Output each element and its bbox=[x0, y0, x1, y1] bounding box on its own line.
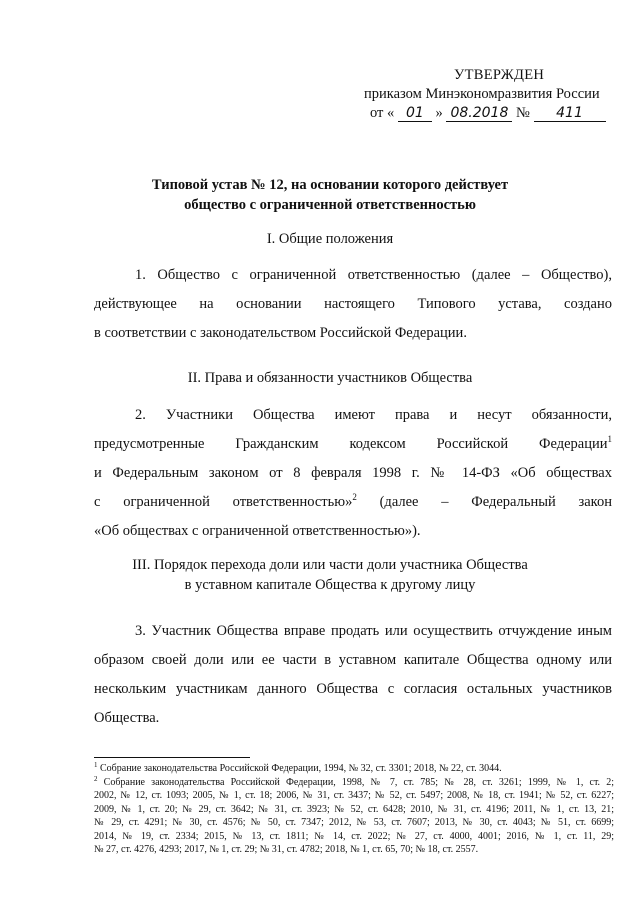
p2-line bbox=[94, 488, 612, 517]
p3-line: 3. Участник Общества вправе продать или осуществить отчуждение иным bbox=[135, 623, 612, 639]
p1-line: действующее на основании настоящего Типового устава, создано bbox=[94, 296, 612, 312]
footnote-1-number: 1 bbox=[94, 761, 98, 769]
title-line-2: общество с ограниченной ответственностью bbox=[184, 197, 476, 213]
approval-date-line bbox=[360, 104, 630, 123]
footnote-ref-1: 1 bbox=[607, 434, 612, 444]
number-label: № bbox=[516, 105, 530, 121]
footnote-2-line: № 29, ст. 4291; № 30, ст. 4576; № 50, ст. 7347; 2012, № 53, ст. 7607; 2013, № 30, ст. 4043; № 51, ст. 6699; bbox=[94, 817, 614, 828]
p1-line: 1. Общество с ограниченной ответственностью (далее – Общество), bbox=[135, 267, 612, 283]
document-title bbox=[80, 175, 580, 215]
footnote-divider bbox=[94, 757, 250, 758]
section-heading-1: I. Общие положения bbox=[266, 231, 394, 247]
p2-line-text: (далее – Федеральный закон bbox=[356, 494, 612, 510]
footnote-2-line: № 27, ст. 4276, 4293; 2017, № 1, ст. 29; № 31, ст. 4782; 2018, № 1, ст. 65, 70; № 18, ст. 2557. bbox=[94, 844, 479, 855]
paragraph-2 bbox=[94, 401, 612, 546]
date-month-year: 08.2018 bbox=[446, 106, 512, 122]
approval-block bbox=[360, 66, 630, 123]
title-line-1: Типовой устав № 12, на основании которого действует bbox=[151, 177, 509, 193]
footnote-2-line: 2002, № 12, ст. 1093; 2005, № 1, ст. 18; 2006, № 31, ст. 3437; № 52, ст. 5497; 2008, № 18, ст. 1941; № 52, ст. 6227; bbox=[94, 790, 614, 801]
paragraph-1 bbox=[94, 261, 612, 348]
footnote-2-text: Собрание законодательства Российской Федерации, 1998, № 7, ст. 785; № 28, ст. 3261; 1999, № 1, ст. 2; bbox=[97, 776, 614, 788]
p2-line: и Федеральным законом от 8 февраля 1998 г. № 14-ФЗ «Об обществах bbox=[94, 465, 612, 481]
date-from-label: от « bbox=[370, 105, 395, 121]
section-heading-3 bbox=[80, 555, 580, 595]
approval-title: УТВЕРЖДЕН bbox=[454, 67, 545, 83]
footnote-ref-2: 2 bbox=[352, 492, 357, 502]
paragraph-3 bbox=[94, 617, 612, 733]
section-3-line-2: в уставном капитале Общества к другому лицу bbox=[184, 577, 476, 593]
footnotes bbox=[94, 762, 614, 857]
date-quote-close: » bbox=[435, 105, 443, 121]
section-3-line-1: III. Порядок перехода доли или части доли участника Общества bbox=[132, 557, 528, 573]
p3-line: Общества. bbox=[94, 710, 160, 726]
approval-order: приказом Минэкономразвития России bbox=[364, 86, 600, 102]
footnote-2-number: 2 bbox=[94, 774, 98, 783]
date-day: 01 bbox=[398, 106, 432, 122]
footnote-2-line: 2014, № 19, ст. 2334; 2015, № 13, ст. 1811; № 14, ст. 2022; № 27, ст. 4000, 4001; 2016, № 1, ст. 11, 29; bbox=[94, 830, 614, 842]
footnote-2-line: 2009, № 1, ст. 20; № 29, ст. 3642; № 31, ст. 3923; № 52, ст. 6428; 2010, № 31, ст. 4196; 2011, № 1, ст. 13, 21; bbox=[94, 803, 614, 815]
p2-line bbox=[94, 430, 612, 459]
p2-line: 2. Участники Общества имеют права и несут обязанности, bbox=[135, 407, 612, 423]
footnote-2 bbox=[94, 776, 614, 790]
footnote-1-text: Собрание законодательства Российской Федерации, 1994, № 32, ст. 3301; 2018, № 22, ст. 3044. bbox=[97, 763, 502, 774]
footnote-1 bbox=[94, 762, 614, 776]
p3-line: нескольким участникам данного Общества с согласия остальных участников bbox=[94, 681, 612, 697]
p2-line: «Об обществах с ограниченной ответственностью»). bbox=[94, 523, 421, 539]
order-number: 411 bbox=[534, 106, 606, 122]
p3-line: образом своей доли или ее части в уставном капитале Общества одному или bbox=[94, 652, 612, 668]
section-heading-2: II. Права и обязанности участников Общества bbox=[187, 370, 473, 386]
p2-line-text: предусмотренные Гражданским кодексом Российской Федерации bbox=[94, 436, 608, 452]
p1-line: в соответствии с законодательством Российской Федерации. bbox=[94, 325, 467, 341]
p2-line-text: с ограниченной ответственностью» bbox=[94, 494, 353, 510]
